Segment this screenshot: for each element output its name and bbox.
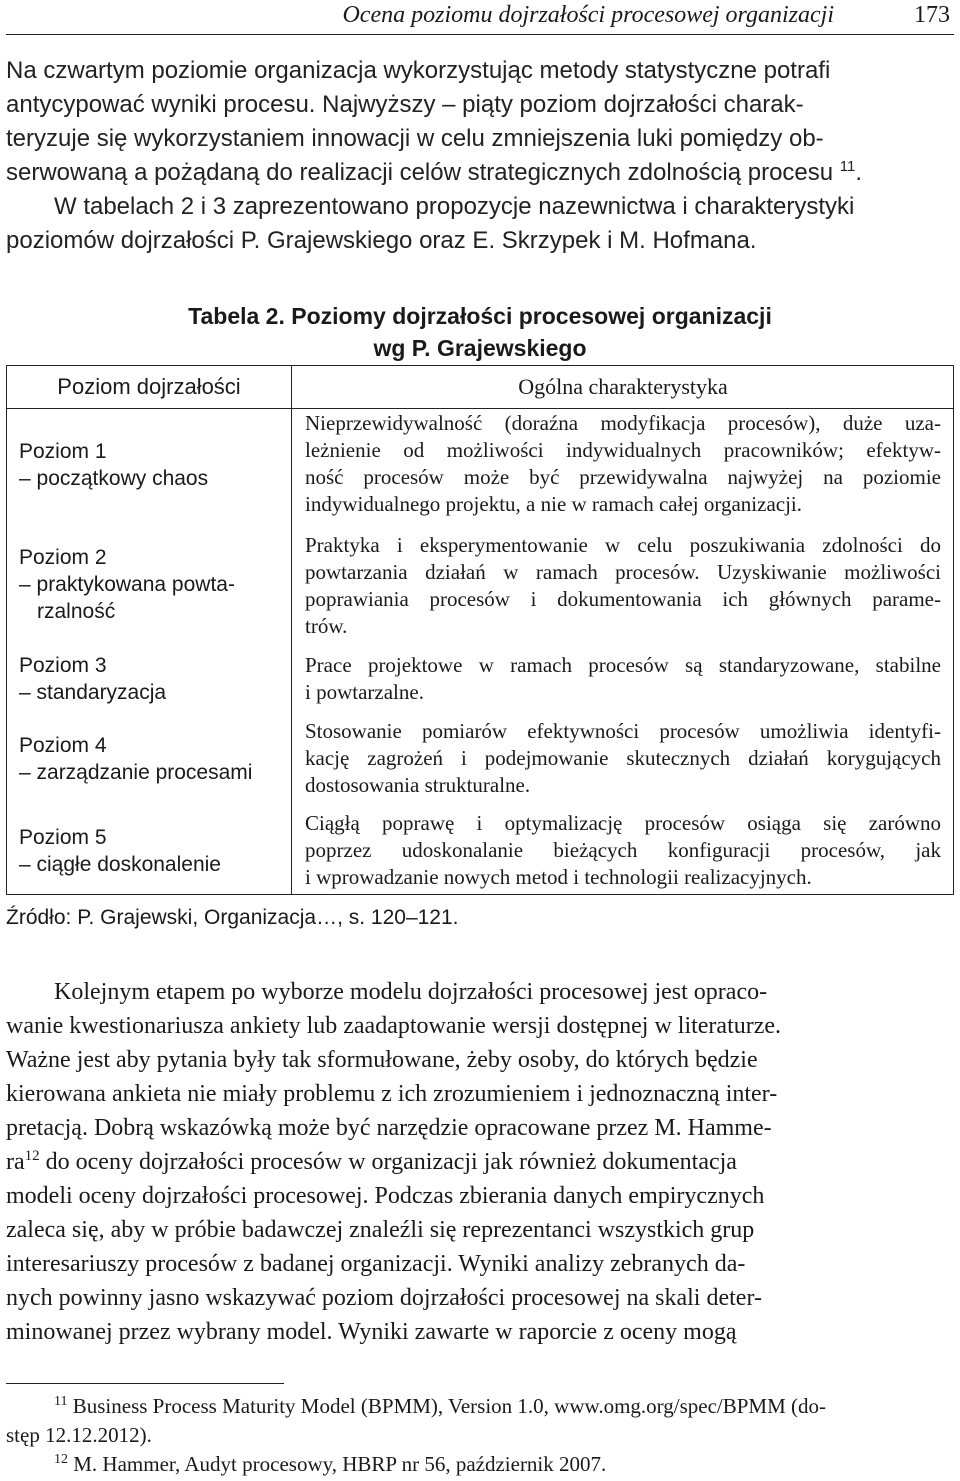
level-description bbox=[305, 532, 941, 640]
footnote-ref-11: 11 bbox=[839, 158, 856, 175]
level-cell bbox=[19, 824, 281, 878]
body-line: modeli oceny dojrzałości procesowej. Podczas zbierania danych empirycznych bbox=[6, 1183, 765, 1209]
body-line: interesariuszy procesów z badanej organizacji. Wyniki analizy zebranych da- bbox=[6, 1251, 746, 1277]
footnote-12 bbox=[6, 1450, 954, 1479]
description-line: i powtarzalne. bbox=[305, 680, 424, 704]
table-header-row bbox=[7, 366, 953, 409]
footnote-text: Business Process Maturity Model (BPMM), Version 1.0, www.omg.org/spec/BPMM (do- bbox=[72, 1394, 827, 1418]
description-line: poprawiania procesów i dokumentowania ich głównych parame- bbox=[305, 587, 941, 611]
description-line: kację zagrożeń i podejmowanie skutecznych działań korygujących bbox=[305, 746, 941, 770]
description-line: Nieprzewidywalność (doraźna modyfikacja procesów), duże uza- bbox=[305, 411, 941, 435]
body-line bbox=[6, 1145, 954, 1179]
running-header bbox=[6, 0, 954, 35]
description-line: ność procesów może być przewidywalna najwyżej na poziomie bbox=[305, 465, 941, 489]
intro-line-tail: . bbox=[855, 159, 863, 186]
intro-line: antycypować wyniki procesu. Najwyższy – piąty poziom dojrzałości charak- bbox=[6, 91, 804, 118]
table-caption bbox=[120, 300, 840, 364]
level-number: Poziom 2 bbox=[19, 546, 107, 569]
level-name: – początkowy chaos bbox=[19, 467, 209, 490]
description-line: Praktyka i eksperymentowanie w celu poszukiwania zdolności do bbox=[305, 533, 941, 557]
level-number: Poziom 5 bbox=[19, 826, 107, 849]
description-line: Ciągłą poprawę i optymalizację procesów osiąga się zarówno bbox=[305, 811, 941, 835]
level-cell bbox=[19, 732, 281, 786]
body-line-text: do oceny dojrzałości procesów w organizacji jak również dokumentacja bbox=[45, 1149, 737, 1175]
footnotes bbox=[6, 1392, 954, 1479]
level-description bbox=[305, 410, 941, 518]
intro-line bbox=[6, 156, 954, 190]
description-line: Prace projektowe w ramach procesów są standaryzowane, stabilne bbox=[305, 653, 941, 677]
description-line: dostosowania strukturalne. bbox=[305, 773, 531, 797]
page-number: 173 bbox=[914, 2, 950, 28]
footnote-ref-12: 12 bbox=[24, 1148, 40, 1164]
body-line: minowanej przez wybrany model. Wyniki zawarte w raporcie z oceny mogą bbox=[6, 1319, 737, 1345]
footnote-number: 12 bbox=[54, 1452, 68, 1467]
intro-line: teryzuje się wykorzystaniem innowacji w celu zmniejszenia luki pomiędzy ob- bbox=[6, 125, 824, 152]
level-number: Poziom 1 bbox=[19, 440, 107, 463]
maturity-table bbox=[6, 365, 954, 895]
level-name: – standaryzacja bbox=[19, 681, 167, 704]
footnote-text: M. Hammer, Audyt procesowy, HBRP nr 56, październik 2007. bbox=[73, 1452, 607, 1476]
level-description bbox=[305, 652, 941, 706]
body-line: nych powinny jasno wskazywać poziom dojrzałości procesowej na skali deter- bbox=[6, 1285, 762, 1311]
footnote-number: 11 bbox=[54, 1394, 68, 1409]
description-line: poprzez udoskonalanie bieżących konfiguracji procesów, jak bbox=[305, 838, 941, 862]
intro-line-text: serwowaną a pożądaną do realizacji celów strategicznych zdolnością procesu bbox=[6, 159, 834, 186]
level-name: – praktykowana powta-rzalność bbox=[19, 573, 235, 623]
level-description bbox=[305, 718, 941, 799]
body-line: Ważne jest aby pytania były tak sformułowane, żeby osoby, do których będzie bbox=[6, 1047, 758, 1073]
body-line: Kolejnym etapem po wyborze modelu dojrzałości procesowej jest opraco- bbox=[54, 979, 768, 1005]
level-cell bbox=[19, 438, 281, 492]
intro-line: poziomów dojrzałości P. Grajewskiego oraz E. Skrzypek i M. Hofmana. bbox=[6, 227, 757, 254]
footnote-11-continuation: stęp 12.12.2012). bbox=[6, 1423, 152, 1447]
body-line: zaleca się, aby w próbie badawczej znaleźli się reprezentanci wszystkich grup bbox=[6, 1217, 755, 1243]
footnote-11 bbox=[6, 1392, 954, 1421]
description-line: i wprowadzanie nowych metod i technologii realizacyjnych. bbox=[305, 865, 812, 889]
description-line: powtarzania działań w ramach procesów. Uzyskiwanie możliwości bbox=[305, 560, 941, 584]
body-line: pretacją. Dobrą wskazówką może być narzędzie opracowane przez M. Hamme- bbox=[6, 1115, 772, 1141]
level-name: – ciągłe doskonalenie bbox=[19, 853, 221, 876]
description-line: leżnienie od możliwości indywidualnych pracowników; efektyw- bbox=[305, 438, 941, 462]
level-cell bbox=[19, 544, 281, 625]
table-caption-line2: wg P. Grajewskiego bbox=[373, 335, 587, 361]
header-characteristics: Ogólna charakterystyka bbox=[518, 374, 728, 399]
intro-line: Na czwartym poziomie organizacja wykorzystując metody statystyczne potrafi bbox=[6, 57, 831, 84]
level-number: Poziom 3 bbox=[19, 654, 107, 677]
running-header-title: Ocena poziomu dojrzałości procesowej organizacji bbox=[342, 2, 834, 28]
body-line-head: ra bbox=[6, 1149, 25, 1175]
level-description bbox=[305, 810, 941, 891]
level-cell bbox=[19, 652, 281, 706]
level-name: – zarządzanie procesami bbox=[19, 761, 253, 784]
table-source: Źródło: P. Grajewski, Organizacja…, s. 120–121. bbox=[6, 906, 459, 929]
level-number: Poziom 4 bbox=[19, 734, 107, 757]
intro-line: W tabelach 2 i 3 zaprezentowano propozycje nazewnictwa i charakterystyki bbox=[54, 193, 855, 220]
body-line: kierowana ankieta nie miały problemu z ich zrozumieniem i jednoznaczną inter- bbox=[6, 1081, 778, 1107]
description-line: indywidualnego projektu, a nie w ramach całej organizacji. bbox=[305, 492, 803, 516]
header-level: Poziom dojrzałości bbox=[57, 374, 241, 399]
table-caption-line1: Tabela 2. Poziomy dojrzałości procesowej organizacji bbox=[188, 303, 772, 329]
body-paragraph bbox=[6, 975, 954, 1349]
footnote-rule bbox=[6, 1383, 284, 1384]
description-line: trów. bbox=[305, 614, 348, 638]
intro-paragraph bbox=[6, 54, 954, 258]
description-line: Stosowanie pomiarów efektywności procesów umożliwia identyfi- bbox=[305, 719, 941, 743]
body-line: wanie kwestionariusza ankiety lub zaadaptowanie wersji dostępnej w literaturze. bbox=[6, 1013, 782, 1039]
